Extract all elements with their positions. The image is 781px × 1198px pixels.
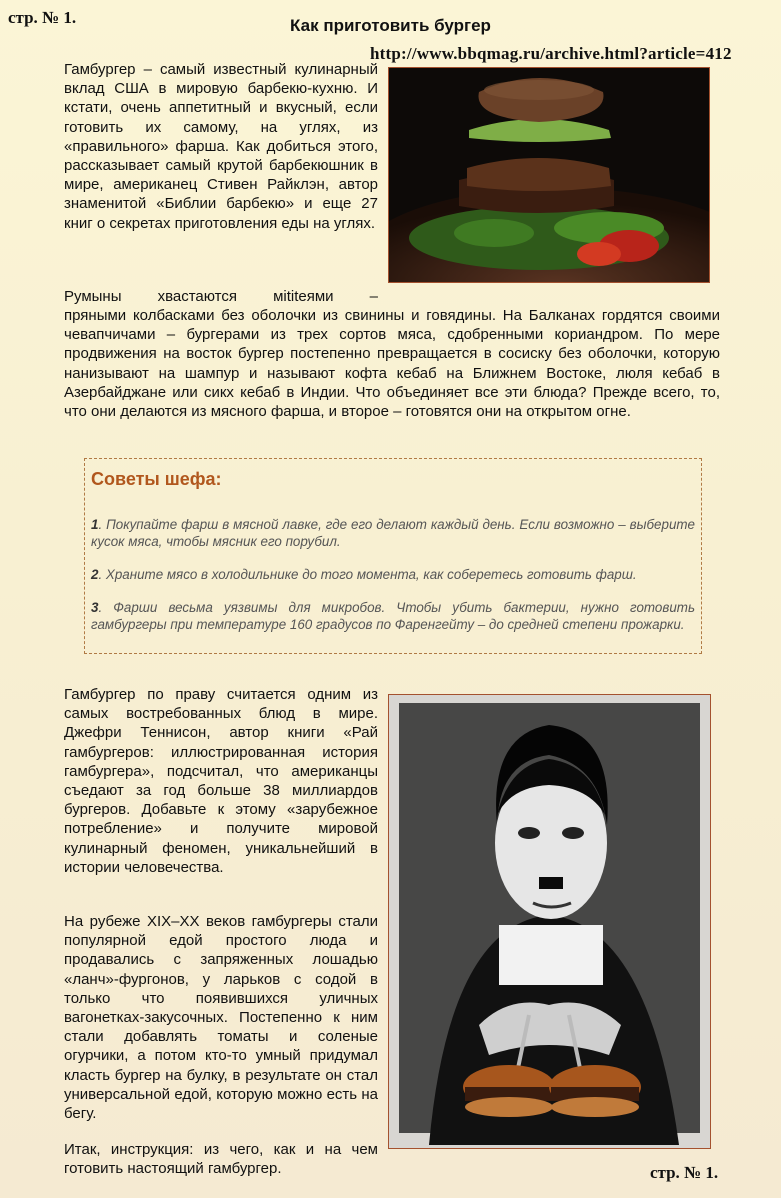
paragraph-2-body: пряными колбасками без оболочки из свинины и говядины. На Балканах гордятся своими чевапчичами – бургерами из трех сортов мяса, сдобренными кориандром. По мере продвижения на восток бургер постепенно превращается в сосиску без оболочки, которую нанизывают на шампур и называют кофта кебаб на Ближнем Востоке, люля кебаб в Азербайджане или сикх кебаб в Индии. Что объединяет все эти блюда? Прежде всего, то, что они делаются из мясного фарша, и второе – готовятся они на открытом огне. [64, 307, 720, 421]
chef-tips-box [84, 458, 702, 654]
paragraph-2-top: Румыны хвастаются мititеями – [64, 288, 378, 305]
tip-text: . Покупайте фарш в мясной лавке, где его делают каждый день. Если возможно – выберите кусок мяса, чтобы мясник его порубил. [91, 517, 695, 549]
tip-3 [91, 599, 695, 633]
tip-text: . Храните мясо в холодильнике до того момента, как соберетесь готовить фарш. [98, 567, 637, 582]
burger-photo [388, 67, 710, 283]
tip-2 [91, 566, 695, 583]
tip-1 [91, 516, 695, 550]
page-title: Как приготовить бургер [290, 16, 491, 35]
tip-number: 1 [91, 517, 99, 532]
intro-paragraph: Гамбургер – самый известный кулинарный вклад США в мировую барбекю-кухню. И кстати, очень аппетитный и вкусный, если готовить их самому, на углях, из «правильного» фарша. Как добиться этого, рассказывает самый крутой барбекюшник в мире, американец Стивен Райклэн, автор знаменитой «Библии барбекю» и еще 27 книг о секретах приготовления еды на углях. [64, 61, 378, 232]
tip-number: 2 [91, 567, 99, 582]
tip-text: . Фарши весьма уязвимы для микробов. Чтобы убить бактерии, нужно готовить гамбургеры при температуре 160 градусов по Фаренгейту – до средней степени прожарки. [91, 600, 695, 632]
paragraph-4: На рубеже XIX–XX веков гамбургеры стали популярной едой простого люда и продавались с запряженных лошадью «ланч»-фургонов, у ларьков с содой в только что появившихся уличных вагонетках-закусочных. Постепенно к ним стали добавлять томаты и соленые огурчики, а потом кто-то умный придумал класть бургер на булку, в результате он стал универсальной едой, которую можно есть на бегу. [64, 913, 378, 1123]
tip-number: 3 [91, 600, 99, 615]
chaplin-illustration [388, 694, 711, 1149]
page-number-bottom: стр. № 1. [650, 1163, 719, 1182]
source-url[interactable]: http://www.bbqmag.ru/archive.html?article=412 [370, 44, 732, 63]
page-number-top: стр. № 1. [8, 8, 77, 27]
paragraph-3: Гамбургер по праву считается одним из самых востребованных блюд в мире. Джефри Теннисон, автор книги «Рай гамбургеров: иллюстрированная история гамбургера», подсчитал, что американцы съедают за год больше 38 миллиардов бургеров. Добавьте к этому «зарубежное потребление» и получите мировой кулинарный феномен, уникальнейший в истории человечества. [64, 686, 378, 876]
chef-tips-title: Советы шефа: [91, 469, 222, 489]
paragraph-5: Итак, инструкция: из чего, как и на чем готовить настоящий гамбургер. [64, 1141, 378, 1178]
